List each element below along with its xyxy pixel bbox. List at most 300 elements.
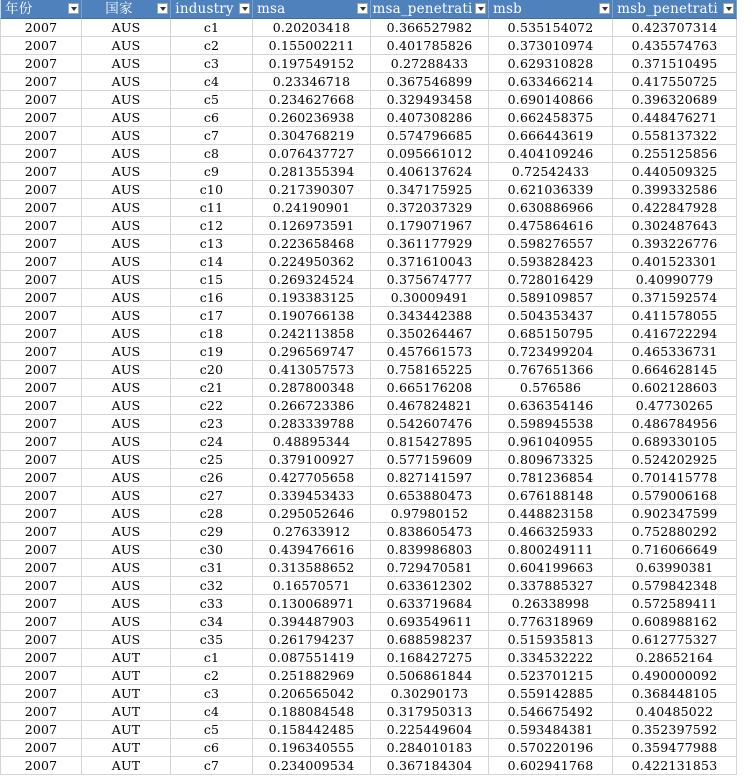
table-cell[interactable]: 0.809673325 [489,451,613,469]
table-cell[interactable]: 0.440509325 [613,163,737,181]
table-cell[interactable]: 0.337885327 [489,577,613,595]
table-cell[interactable]: 0.504353437 [489,307,613,325]
table-cell[interactable]: 0.352397592 [613,721,737,739]
table-cell[interactable]: 0.284010183 [371,739,489,757]
table-cell[interactable]: 2007 [0,721,82,739]
table-cell[interactable]: 0.602941768 [489,757,613,775]
table-cell[interactable]: 0.97980152 [371,505,489,523]
table-cell[interactable]: 0.630886966 [489,199,613,217]
table-cell[interactable]: 2007 [0,307,82,325]
table-cell[interactable]: AUS [82,55,171,73]
table-cell[interactable]: 0.393226776 [613,235,737,253]
table-cell[interactable]: 0.126973591 [253,217,371,235]
table-cell[interactable]: 0.636354146 [489,397,613,415]
table-cell[interactable]: AUT [82,721,171,739]
table-cell[interactable]: c18 [171,325,253,343]
table-cell[interactable]: 2007 [0,523,82,541]
table-cell[interactable]: AUS [82,73,171,91]
table-cell[interactable]: 0.723499204 [489,343,613,361]
table-cell[interactable]: c28 [171,505,253,523]
table-cell[interactable]: c29 [171,523,253,541]
table-cell[interactable]: 0.839986803 [371,541,489,559]
table-cell[interactable]: AUT [82,685,171,703]
table-cell[interactable]: AUS [82,523,171,541]
table-cell[interactable]: 0.593828423 [489,253,613,271]
table-cell[interactable]: 2007 [0,289,82,307]
table-cell[interactable]: AUT [82,649,171,667]
table-cell[interactable]: 0.158442485 [253,721,371,739]
table-cell[interactable]: 2007 [0,397,82,415]
table-cell[interactable]: 0.633466214 [489,73,613,91]
table-cell[interactable]: 0.961040955 [489,433,613,451]
table-cell[interactable]: 0.685150795 [489,325,613,343]
table-cell[interactable]: AUS [82,181,171,199]
table-cell[interactable]: AUS [82,289,171,307]
table-cell[interactable]: c30 [171,541,253,559]
table-cell[interactable]: 2007 [0,271,82,289]
table-cell[interactable]: 0.593484381 [489,721,613,739]
table-cell[interactable]: 0.815427895 [371,433,489,451]
table-cell[interactable]: 0.361177929 [371,235,489,253]
table-cell[interactable]: c24 [171,433,253,451]
table-cell[interactable]: AUS [82,19,171,37]
table-cell[interactable]: 2007 [0,73,82,91]
table-cell[interactable]: 2007 [0,37,82,55]
table-cell[interactable]: 0.666443619 [489,127,613,145]
table-cell[interactable]: 0.269324524 [253,271,371,289]
table-cell[interactable]: 0.371610043 [371,253,489,271]
table-cell[interactable]: 2007 [0,235,82,253]
table-cell[interactable]: c2 [171,37,253,55]
table-cell[interactable]: 0.367184304 [371,757,489,775]
table-cell[interactable]: AUS [82,253,171,271]
table-cell[interactable]: 0.26338998 [489,595,613,613]
table-cell[interactable]: c15 [171,271,253,289]
table-cell[interactable]: 0.283339788 [253,415,371,433]
table-cell[interactable]: 0.404109246 [489,145,613,163]
table-cell[interactable]: c6 [171,109,253,127]
column-header[interactable] [613,0,737,19]
table-cell[interactable]: AUS [82,487,171,505]
table-cell[interactable]: AUS [82,379,171,397]
table-cell[interactable]: 0.413057573 [253,361,371,379]
table-cell[interactable]: 0.486784956 [613,415,737,433]
table-cell[interactable]: AUS [82,145,171,163]
table-cell[interactable]: AUS [82,271,171,289]
table-cell[interactable]: 0.621036339 [489,181,613,199]
table-cell[interactable]: c23 [171,415,253,433]
table-cell[interactable]: 2007 [0,559,82,577]
table-cell[interactable]: 2007 [0,649,82,667]
table-cell[interactable]: AUS [82,163,171,181]
table-cell[interactable]: 0.368448105 [613,685,737,703]
filter-dropdown-icon[interactable] [239,3,250,14]
table-cell[interactable]: 0.664628145 [613,361,737,379]
table-cell[interactable]: 2007 [0,343,82,361]
table-cell[interactable]: 0.401785826 [371,37,489,55]
table-cell[interactable]: c35 [171,631,253,649]
table-cell[interactable]: 0.27288433 [371,55,489,73]
table-cell[interactable]: 2007 [0,163,82,181]
table-cell[interactable]: 0.665176208 [371,379,489,397]
table-cell[interactable]: 0.399332586 [613,181,737,199]
table-cell[interactable]: c13 [171,235,253,253]
table-cell[interactable]: c17 [171,307,253,325]
table-cell[interactable]: 0.475864616 [489,217,613,235]
table-cell[interactable]: AUS [82,37,171,55]
table-cell[interactable]: 0.188084548 [253,703,371,721]
table-cell[interactable]: 0.579842348 [613,577,737,595]
filter-dropdown-icon[interactable] [723,3,734,14]
table-cell[interactable]: 0.407308286 [371,109,489,127]
table-cell[interactable]: 2007 [0,487,82,505]
table-cell[interactable]: AUS [82,433,171,451]
table-cell[interactable]: c1 [171,649,253,667]
table-cell[interactable]: 0.693549611 [371,613,489,631]
table-cell[interactable]: 2007 [0,379,82,397]
table-cell[interactable]: 0.417550725 [613,73,737,91]
filter-dropdown-icon[interactable] [357,3,368,14]
table-cell[interactable]: 0.281355394 [253,163,371,181]
table-cell[interactable]: 0.179071967 [371,217,489,235]
table-cell[interactable]: 0.234627668 [253,91,371,109]
table-cell[interactable]: 0.524202925 [613,451,737,469]
table-cell[interactable]: 0.347175925 [371,181,489,199]
table-cell[interactable]: 0.16570571 [253,577,371,595]
table-cell[interactable]: 0.155002211 [253,37,371,55]
table-cell[interactable]: 0.427705658 [253,469,371,487]
table-cell[interactable]: c4 [171,73,253,91]
table-cell[interactable]: 0.373010974 [489,37,613,55]
table-cell[interactable]: 2007 [0,631,82,649]
table-cell[interactable]: 2007 [0,253,82,271]
table-cell[interactable]: 0.168427275 [371,649,489,667]
table-cell[interactable]: 0.27633912 [253,523,371,541]
table-cell[interactable]: 0.701415778 [613,469,737,487]
table-cell[interactable]: 2007 [0,595,82,613]
table-cell[interactable]: 0.295052646 [253,505,371,523]
table-cell[interactable]: 0.394487903 [253,613,371,631]
table-cell[interactable]: 0.688598237 [371,631,489,649]
table-cell[interactable]: 0.087551419 [253,649,371,667]
table-cell[interactable]: c33 [171,595,253,613]
table-cell[interactable]: 0.838605473 [371,523,489,541]
table-cell[interactable]: 0.329493458 [371,91,489,109]
table-cell[interactable]: 0.570220196 [489,739,613,757]
table-cell[interactable]: 0.375674777 [371,271,489,289]
table-cell[interactable]: 0.422847928 [613,199,737,217]
table-cell[interactable]: 0.467824821 [371,397,489,415]
table-cell[interactable]: c1 [171,19,253,37]
table-cell[interactable]: 0.076437727 [253,145,371,163]
table-cell[interactable]: 0.317950313 [371,703,489,721]
table-cell[interactable]: 0.716066649 [613,541,737,559]
table-cell[interactable]: c32 [171,577,253,595]
table-cell[interactable]: AUS [82,325,171,343]
table-cell[interactable]: 2007 [0,613,82,631]
table-cell[interactable]: c5 [171,91,253,109]
column-header[interactable] [253,0,371,19]
table-cell[interactable]: 0.662458375 [489,109,613,127]
table-cell[interactable]: AUT [82,667,171,685]
table-cell[interactable]: c9 [171,163,253,181]
table-cell[interactable]: 0.217390307 [253,181,371,199]
table-cell[interactable]: 2007 [0,469,82,487]
table-cell[interactable]: 0.602128603 [613,379,737,397]
table-cell[interactable]: 0.781236854 [489,469,613,487]
table-cell[interactable]: 0.367546899 [371,73,489,91]
table-cell[interactable]: 0.20203418 [253,19,371,37]
table-cell[interactable]: 0.406137624 [371,163,489,181]
table-cell[interactable]: c4 [171,703,253,721]
table-cell[interactable]: c31 [171,559,253,577]
table-cell[interactable]: 0.350264467 [371,325,489,343]
table-cell[interactable]: c22 [171,397,253,415]
table-cell[interactable]: 0.190766138 [253,307,371,325]
table-cell[interactable]: 2007 [0,433,82,451]
table-cell[interactable]: 0.689330105 [613,433,737,451]
table-cell[interactable]: 0.72542433 [489,163,613,181]
table-cell[interactable]: AUS [82,595,171,613]
table-cell[interactable]: AUS [82,505,171,523]
table-cell[interactable]: 2007 [0,451,82,469]
table-cell[interactable]: 0.30009491 [371,289,489,307]
filter-dropdown-icon[interactable] [599,3,610,14]
table-cell[interactable]: AUS [82,91,171,109]
table-cell[interactable]: 0.359477988 [613,739,737,757]
table-cell[interactable]: 0.448476271 [613,109,737,127]
table-cell[interactable]: 0.30290173 [371,685,489,703]
table-cell[interactable]: AUS [82,307,171,325]
table-cell[interactable]: 0.23346718 [253,73,371,91]
table-cell[interactable]: 0.776318969 [489,613,613,631]
table-cell[interactable]: 2007 [0,667,82,685]
table-cell[interactable]: AUS [82,415,171,433]
table-cell[interactable]: AUS [82,127,171,145]
table-cell[interactable]: 0.302487643 [613,217,737,235]
table-cell[interactable]: 0.411578055 [613,307,737,325]
table-cell[interactable]: 0.296569747 [253,343,371,361]
table-cell[interactable]: 0.313588652 [253,559,371,577]
table-cell[interactable]: 0.366527982 [371,19,489,37]
table-cell[interactable]: 0.506861844 [371,667,489,685]
table-cell[interactable]: 2007 [0,325,82,343]
filter-dropdown-icon[interactable] [475,3,486,14]
filter-dropdown-icon[interactable] [68,3,79,14]
table-cell[interactable]: 0.612775327 [613,631,737,649]
table-cell[interactable]: 0.24190901 [253,199,371,217]
table-cell[interactable]: AUS [82,217,171,235]
table-cell[interactable]: c12 [171,217,253,235]
table-cell[interactable]: c7 [171,127,253,145]
table-cell[interactable]: AUS [82,397,171,415]
table-cell[interactable]: AUS [82,469,171,487]
table-cell[interactable]: 2007 [0,577,82,595]
table-cell[interactable]: 0.371510495 [613,55,737,73]
table-cell[interactable]: AUS [82,109,171,127]
table-cell[interactable]: 0.535154072 [489,19,613,37]
column-header[interactable] [371,0,489,19]
table-cell[interactable]: 0.63990381 [613,559,737,577]
table-cell[interactable]: 0.48895344 [253,433,371,451]
table-cell[interactable]: 0.435574763 [613,37,737,55]
table-cell[interactable]: 0.827141597 [371,469,489,487]
table-cell[interactable]: 0.767651366 [489,361,613,379]
table-cell[interactable]: 0.465336731 [613,343,737,361]
table-cell[interactable]: AUS [82,235,171,253]
table-cell[interactable]: 0.371592574 [613,289,737,307]
table-cell[interactable]: 2007 [0,91,82,109]
table-cell[interactable]: 0.304768219 [253,127,371,145]
table-cell[interactable]: 0.676188148 [489,487,613,505]
table-cell[interactable]: 0.577159609 [371,451,489,469]
table-cell[interactable]: 0.255125856 [613,145,737,163]
table-cell[interactable]: 0.251882969 [253,667,371,685]
table-cell[interactable]: 0.728016429 [489,271,613,289]
table-cell[interactable]: c19 [171,343,253,361]
table-cell[interactable]: 0.589109857 [489,289,613,307]
table-cell[interactable]: 0.572589411 [613,595,737,613]
table-cell[interactable]: 2007 [0,127,82,145]
table-cell[interactable]: 0.423707314 [613,19,737,37]
table-cell[interactable]: 0.242113858 [253,325,371,343]
table-cell[interactable]: 0.490000092 [613,667,737,685]
table-cell[interactable]: 0.379100927 [253,451,371,469]
column-header[interactable] [82,0,171,19]
table-cell[interactable]: 0.629310828 [489,55,613,73]
table-cell[interactable]: 0.224950362 [253,253,371,271]
table-cell[interactable]: 2007 [0,55,82,73]
table-cell[interactable]: c3 [171,685,253,703]
table-cell[interactable]: AUT [82,739,171,757]
table-cell[interactable]: 2007 [0,217,82,235]
table-cell[interactable]: 0.197549152 [253,55,371,73]
table-cell[interactable]: 0.604199663 [489,559,613,577]
table-cell[interactable]: 0.193383125 [253,289,371,307]
table-cell[interactable]: c16 [171,289,253,307]
table-cell[interactable]: c7 [171,757,253,775]
table-cell[interactable]: AUT [82,757,171,775]
table-cell[interactable]: 0.752880292 [613,523,737,541]
table-cell[interactable]: c14 [171,253,253,271]
table-cell[interactable]: c3 [171,55,253,73]
table-cell[interactable]: 0.542607476 [371,415,489,433]
table-cell[interactable]: 2007 [0,703,82,721]
table-cell[interactable]: 0.559142885 [489,685,613,703]
table-cell[interactable]: 2007 [0,109,82,127]
table-cell[interactable]: AUS [82,451,171,469]
table-cell[interactable]: 0.574796685 [371,127,489,145]
table-cell[interactable]: 0.130068971 [253,595,371,613]
table-cell[interactable]: 0.416722294 [613,325,737,343]
table-cell[interactable]: c34 [171,613,253,631]
table-cell[interactable]: 0.334532222 [489,649,613,667]
table-cell[interactable]: c21 [171,379,253,397]
table-cell[interactable]: 2007 [0,505,82,523]
table-cell[interactable]: 0.598945538 [489,415,613,433]
table-cell[interactable]: AUS [82,577,171,595]
table-cell[interactable]: 0.608988162 [613,613,737,631]
table-cell[interactable]: 0.266723386 [253,397,371,415]
table-cell[interactable]: 0.401523301 [613,253,737,271]
table-cell[interactable]: AUS [82,361,171,379]
table-cell[interactable]: 2007 [0,19,82,37]
column-header[interactable] [0,0,82,19]
table-cell[interactable]: 0.576586 [489,379,613,397]
table-cell[interactable]: 0.558137322 [613,127,737,145]
table-cell[interactable]: c6 [171,739,253,757]
table-cell[interactable]: 0.690140866 [489,91,613,109]
table-cell[interactable]: 0.523701215 [489,667,613,685]
table-cell[interactable]: 0.439476616 [253,541,371,559]
table-cell[interactable]: c11 [171,199,253,217]
table-cell[interactable]: 0.422131853 [613,757,737,775]
table-cell[interactable]: AUS [82,343,171,361]
table-cell[interactable]: 0.466325933 [489,523,613,541]
table-cell[interactable]: AUS [82,559,171,577]
table-cell[interactable]: 0.261794237 [253,631,371,649]
table-cell[interactable]: 0.095661012 [371,145,489,163]
table-cell[interactable]: c27 [171,487,253,505]
table-cell[interactable]: 2007 [0,145,82,163]
table-cell[interactable]: 0.633719684 [371,595,489,613]
table-cell[interactable]: AUS [82,199,171,217]
table-cell[interactable]: 2007 [0,181,82,199]
table-cell[interactable]: AUS [82,541,171,559]
table-cell[interactable]: 0.196340555 [253,739,371,757]
table-cell[interactable]: 0.225449604 [371,721,489,739]
table-cell[interactable]: 0.515935813 [489,631,613,649]
table-cell[interactable]: c8 [171,145,253,163]
table-cell[interactable]: c25 [171,451,253,469]
table-cell[interactable]: c5 [171,721,253,739]
table-cell[interactable]: 2007 [0,361,82,379]
table-cell[interactable]: c10 [171,181,253,199]
table-cell[interactable]: AUS [82,613,171,631]
table-cell[interactable]: c26 [171,469,253,487]
table-cell[interactable]: 2007 [0,739,82,757]
table-cell[interactable]: 0.598276557 [489,235,613,253]
table-cell[interactable]: 0.448823158 [489,505,613,523]
column-header[interactable] [171,0,253,19]
table-cell[interactable]: 2007 [0,415,82,433]
table-cell[interactable]: 2007 [0,685,82,703]
table-cell[interactable]: 2007 [0,757,82,775]
table-cell[interactable]: 0.287800348 [253,379,371,397]
table-cell[interactable]: 0.223658468 [253,235,371,253]
table-cell[interactable]: c20 [171,361,253,379]
table-cell[interactable]: 0.206565042 [253,685,371,703]
table-cell[interactable]: 0.47730265 [613,397,737,415]
table-cell[interactable]: 2007 [0,199,82,217]
table-cell[interactable]: AUS [82,631,171,649]
table-cell[interactable]: 0.579006168 [613,487,737,505]
table-cell[interactable]: 0.40485022 [613,703,737,721]
table-cell[interactable]: c2 [171,667,253,685]
table-cell[interactable]: 0.633612302 [371,577,489,595]
table-cell[interactable]: 0.40990779 [613,271,737,289]
table-cell[interactable]: 2007 [0,541,82,559]
table-cell[interactable]: 0.457661573 [371,343,489,361]
table-cell[interactable]: AUT [82,703,171,721]
table-cell[interactable]: 0.260236938 [253,109,371,127]
filter-dropdown-icon[interactable] [157,3,168,14]
table-cell[interactable]: 0.800249111 [489,541,613,559]
table-cell[interactable]: 0.653880473 [371,487,489,505]
table-cell[interactable]: 0.902347599 [613,505,737,523]
table-cell[interactable]: 0.372037329 [371,199,489,217]
table-cell[interactable]: 0.729470581 [371,559,489,577]
